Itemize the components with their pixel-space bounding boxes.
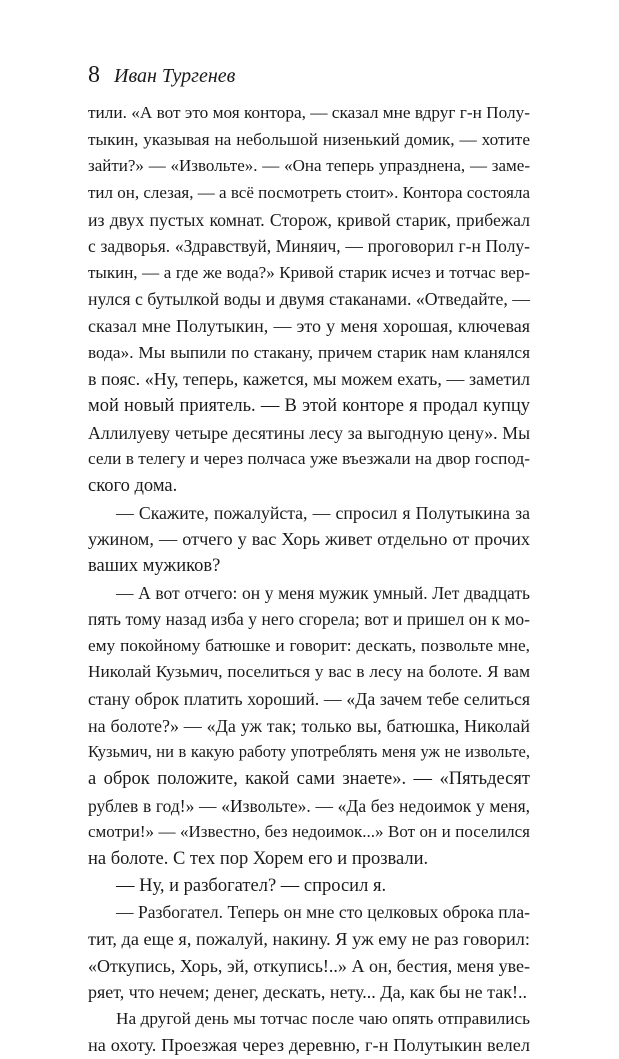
text-line: вода». Мы выпили по стакану, причем старик нам кланялся [88, 342, 530, 362]
header-author: Иван Тургенев [114, 65, 236, 87]
text-line: нулся с бутылкой воды и двумя стаканами. «Отведайте, — [88, 289, 530, 310]
text-line: ваших мужиков? [88, 555, 221, 576]
text-line: — Разбогател. Теперь он мне сто целковых оброка пла- [116, 902, 530, 923]
text-line: ему покойному батюшке и говорит: дескать, позвольте мне, [88, 635, 530, 655]
text-line: Николай Кузьмич, поселиться у вас в лесу на болоте. Я вам [88, 662, 530, 682]
text-line: на болоте. С тех пор Хорем его и прозвали. [88, 848, 429, 869]
text-line: «Откупись, Хорь, эй, откупись!..» А он, бестия, меня уве- [88, 955, 530, 976]
text-line: ского дома. [88, 475, 178, 496]
text-line: мой новый приятель. — В этой конторе я продал купцу [88, 396, 530, 417]
text-line: на болоте?» — «Да уж так; только вы, батюшка, Николай [88, 715, 530, 736]
text-line: — Скажите, пожалуйста, — спросил я Полутыкина за [116, 502, 530, 523]
text-line: смотри!» — «Известно, без недоимок...» Вот он и поселился [88, 822, 530, 842]
text-line: зайти?» — «Извольте». — «Она теперь упразднена, — заме- [88, 156, 530, 176]
text-line: ряет, что нечем; денег, дескать, нету... Да, как бы не так!.. [88, 982, 527, 1003]
text-line: тил он, слезая, — а всё посмотреть стоит». Контора состояла [88, 182, 530, 202]
text-line: тыкин, указывая на небольшой низенький домик, — хотите [88, 129, 530, 149]
page-number: 8 [88, 62, 100, 88]
text-line: Кузьмич, ни в какую работу употреблять меня уж не извольте, [88, 742, 530, 762]
text-line: — Ну, и разбогател? — спросил я. [116, 875, 387, 896]
text-line: с задворья. «Здравствуй, Миняич, — проговорил г-н Полу- [88, 236, 530, 257]
text-line: тит, да еще я, пожалуй, накину. Я уж ему не раз говорил: [88, 928, 530, 949]
text-line: в пояс. «Ну, теперь, кажется, мы можем ехать, — заметил [88, 369, 530, 390]
text-line: На другой день мы тотчас после чаю опять отправились [116, 1008, 530, 1028]
text-line: тыкин, — а где же вода?» Кривой старик исчез и тотчас вер- [88, 262, 530, 282]
body-text [88, 100, 530, 1059]
text-line: сказал мне Полутыкин, — это у меня хорошая, ключевая [88, 316, 530, 337]
text-line: на охоту. Проезжая через деревню, г-н Полутыкин велел [88, 1035, 530, 1056]
text-line: ужином, — отчего у вас Хорь живет отдельно от прочих [88, 529, 530, 550]
text-line: Аллилуеву четыре десятины лесу за выгодную цену». Мы [88, 422, 530, 443]
text-line: тили. «А вот это моя контора, — сказал мне вдруг г-н Полу- [88, 103, 530, 122]
text-line: — А вот отчего: он у меня мужик умный. Лет двадцать [116, 582, 530, 603]
text-line: стану оброк платить хороший. — «Да зачем тебе селиться [88, 689, 530, 710]
text-line: а оброк положите, какой сами знаете». — «Пятьдесят [88, 769, 530, 790]
text-line: пять тому назад изба у него сгорела; вот и пришел он к мо- [88, 609, 530, 630]
text-line: сели в телегу и через полчаса уже въезжали на двор господ- [88, 449, 530, 469]
running-head [88, 62, 235, 92]
text-line: из двух пустых комнат. Сторож, кривой старик, прибежал [88, 209, 530, 230]
text-line: рублев в год!» — «Извольте». — «Да без недоимок у меня, [88, 795, 530, 816]
